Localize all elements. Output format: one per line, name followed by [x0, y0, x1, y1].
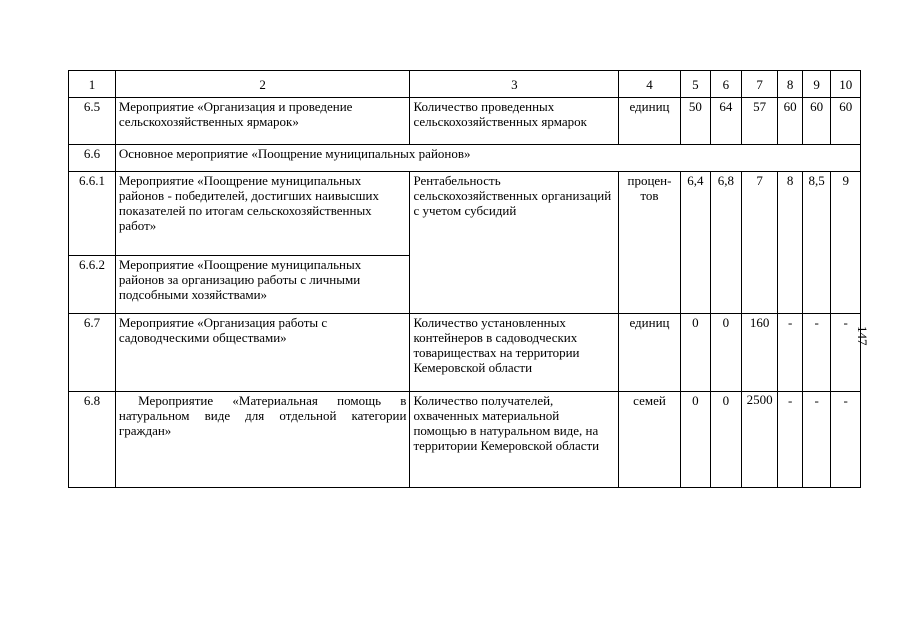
- value-cell: 64: [711, 98, 742, 145]
- header-cell: 4: [619, 71, 680, 98]
- unit-cell: [619, 172, 680, 314]
- header-row: [69, 71, 861, 98]
- value-cell: 0: [680, 314, 711, 392]
- event-cell: Мероприятие «Поощрение муниципальных районов - победителей, достигших наивысших показателей по итогам сельскохозяйственных работ»: [115, 172, 410, 256]
- header-cell: 1: [69, 71, 116, 98]
- unit-cell: единиц: [619, 314, 680, 392]
- value-cell: -: [778, 314, 802, 392]
- event-cell: Мероприятие «Материальная помощь в натуральном виде для отдельной категории граждан»: [115, 392, 410, 488]
- table-row: [69, 392, 861, 488]
- table-row: [69, 145, 861, 172]
- section-title: Основное мероприятие «Поощрение муниципальных районов»: [115, 145, 860, 172]
- row-number: 6.5: [69, 98, 116, 145]
- row-number: 6.6.1: [69, 172, 116, 256]
- value-cell: -: [831, 314, 861, 392]
- row-number: 6.6.2: [69, 256, 116, 314]
- indicator-cell: Рентабельность сельскохозяйственных организаций с учетом субсидий: [410, 172, 619, 314]
- event-cell: Мероприятие «Поощрение муниципальных районов за организацию работы с личными подсобными хозяйствами»: [115, 256, 410, 314]
- indicator-cell: Количество проведенных сельскохозяйственных ярмарок: [410, 98, 619, 145]
- value-cell: 7: [741, 172, 778, 314]
- value-cell: 60: [831, 98, 861, 145]
- value-cell: -: [802, 392, 831, 488]
- value-cell: 9: [831, 172, 861, 314]
- table-row: [69, 314, 861, 392]
- header-cell: 9: [802, 71, 831, 98]
- value-cell: 0: [680, 392, 711, 488]
- event-cell: Мероприятие «Организация работы с садоводческими обществами»: [115, 314, 410, 392]
- row-number: 6.7: [69, 314, 116, 392]
- page-number: 147: [855, 326, 870, 346]
- value-cell: -: [831, 392, 861, 488]
- value-cell: 8: [778, 172, 802, 314]
- value-cell: 2500: [741, 392, 778, 488]
- value-cell: -: [778, 392, 802, 488]
- header-cell: 3: [410, 71, 619, 98]
- indicator-cell: Количество получателей, охваченных материальной помощью в натуральном виде, на территории Кемеровской области: [410, 392, 619, 488]
- value-cell: 8,5: [802, 172, 831, 314]
- program-table: [68, 70, 861, 488]
- value-cell: 0: [711, 314, 742, 392]
- value-cell: 0: [711, 392, 742, 488]
- header-cell: 7: [741, 71, 778, 98]
- event-cell: Мероприятие «Организация и проведение сельскохозяйственных ярмарок»: [115, 98, 410, 145]
- value-cell: 50: [680, 98, 711, 145]
- header-cell: 8: [778, 71, 802, 98]
- header-cell: 10: [831, 71, 861, 98]
- header-cell: 2: [115, 71, 410, 98]
- row-number: 6.8: [69, 392, 116, 488]
- header-cell: 6: [711, 71, 742, 98]
- value-cell: 57: [741, 98, 778, 145]
- indicator-cell: Количество установленных контейнеров в садоводческих товариществах на территории Кемеровской области: [410, 314, 619, 392]
- value-cell: 60: [802, 98, 831, 145]
- value-cell: -: [802, 314, 831, 392]
- unit-cell: семей: [619, 392, 680, 488]
- unit-cell: единиц: [619, 98, 680, 145]
- table-row: [69, 98, 861, 145]
- table-row: [69, 172, 861, 256]
- header-cell: 5: [680, 71, 711, 98]
- row-number: 6.6: [69, 145, 116, 172]
- unit-text: процен-тов: [627, 173, 672, 203]
- value-cell: 6,8: [711, 172, 742, 314]
- value-cell: 60: [778, 98, 802, 145]
- value-cell: 160: [741, 314, 778, 392]
- value-cell: 6,4: [680, 172, 711, 314]
